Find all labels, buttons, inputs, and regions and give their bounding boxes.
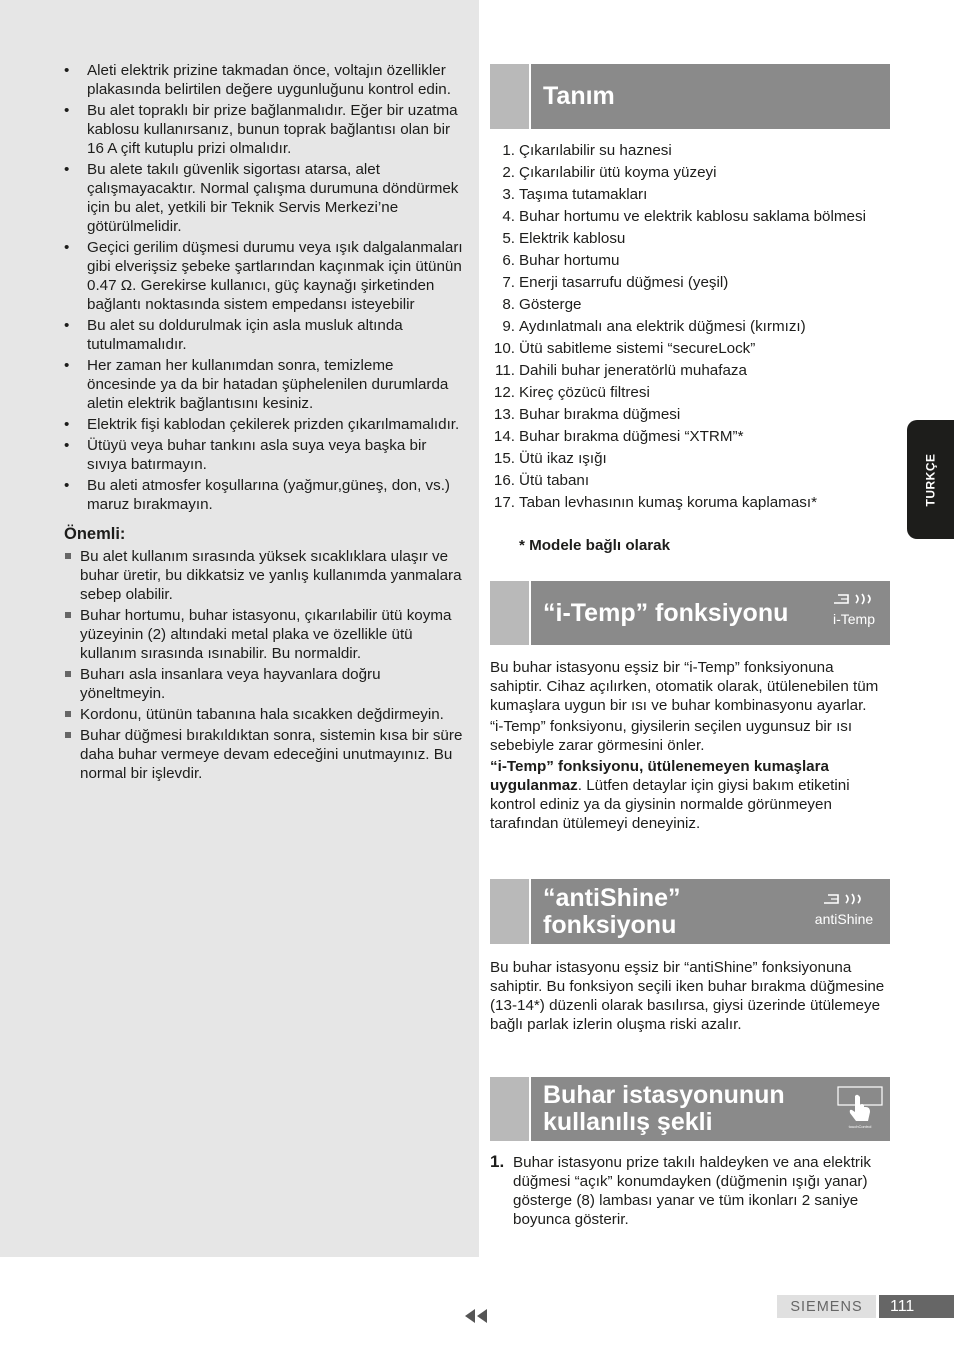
list-item: Bu alet kullanım sırasında yüksek sıcaklıklara ulaşır ve buhar üretir, bu dikkatsiz ve yanlış kullanımda yanmalara sebep olabilir. [64, 547, 464, 604]
icon-label: antiShine [814, 911, 874, 927]
list-item: 8. Gösterge [502, 296, 582, 313]
list-item: • Bu alete takılı güvenlik sigortası atarsa, alet çalışmayacaktır. Normal çalışma durumuna döndürmek için bu alet, yetkili bir Teknik Servis Merkezi’ne götürülmelidir. [64, 160, 464, 236]
step-text: Buhar istasyonu prize takılı haldeyken ve ana elektrik düğmesi “açık” konumdayken (düğmenin ışığı yanar) gösterge (8) lambası yanar ve tüm ikonları 2 saniye boyunca gösterir. [513, 1154, 871, 1228]
antishine-text [490, 958, 890, 1036]
header-marker [490, 64, 531, 129]
list-item: • Ütüyü veya buhar tankını asla suya veya başka bir sıvıya batırmayın. [64, 436, 464, 474]
list-item: 1. Çıkarılabilir su haznesi [502, 142, 672, 159]
list-item: • Bu aleti atmosfer koşullarına (yağmur,güneş, don, vs.) maruz bırakmayın. [64, 476, 464, 514]
list-item: • Elektrik fişi kablodan çekilerek prizden çıkarılmamalıdır. [64, 415, 464, 434]
section-title: “i-Temp” fonksiyonu [543, 598, 789, 627]
hand-touch-icon [837, 1086, 883, 1130]
language-tab [907, 420, 954, 539]
section-title: Tanım [543, 82, 615, 110]
section-header-tanim [490, 64, 890, 129]
back-arrows-icon[interactable] [465, 1309, 487, 1323]
page-number: 111 [879, 1295, 954, 1318]
usage-step-1 [490, 1153, 890, 1229]
header-marker [490, 879, 531, 944]
list-item: 10. Ütü sabitleme sistemi “secureLock” [493, 340, 756, 357]
section-title: “antiShine” fonksiyonu [543, 883, 681, 939]
list-item: 15. Ütü ikaz ışığı [493, 450, 607, 467]
section-header-usage [490, 1077, 890, 1141]
header-marker [490, 581, 531, 645]
list-item: 9. Aydınlatmalı ana elektrik düğmesi (kırmızı) [502, 318, 806, 335]
language-tab-label: TURKÇE [923, 453, 938, 506]
model-note: * Modele bağlı olarak [519, 537, 671, 554]
list-item: • Geçici gerilim düşmesi durumu veya ışık dalgalanmaları gibi elverişsiz şebeke şartlarından kaçınmak için ütünün 0.47 Ω. Gerekirse kullanıcı, güç kaynağı şirketinden bağlantı noktasında sistem empedansı isteyebilir [64, 238, 464, 314]
list-item: • Aleti elektrik prizine takmadan önce, voltajın özellikler plakasında belirtilen değere uygunluğunu kontrol edin. [64, 61, 464, 99]
iron-steam-icon [822, 891, 866, 909]
step-number: 1. [490, 1152, 505, 1171]
section-header-itemp [490, 581, 890, 645]
antishine-icon [804, 891, 884, 927]
list-item: Kordonu, ütünün tabanına hala sıcakken değdirmeyin. [64, 705, 464, 724]
section-header-antishine [490, 879, 890, 944]
list-item: Buhar hortumu, buhar istasyonu, çıkarılabilir ütü koyma yüzeyinin (2) altındaki metal plaka ve özellikle ütü kullanım sırasında ısınabilir. Bu normaldir. [64, 606, 464, 663]
list-item: • Bu alet topraklı bir prize bağlanmalıdır. Eğer bir uzatma kablosu kullanırsanız, bunun toprak bağlantısı olan bir 16 A çift kutuplu prizi olmalıdır. [64, 101, 464, 158]
list-item: Buhar düğmesi bırakıldıktan sonra, sistemin kısa bir süre daha buhar vermeye devam edeceğini unutmayınız. Bu normal bir işlevdir. [64, 726, 464, 783]
list-item: 7. Enerji tasarrufu düğmesi (yeşil) [502, 274, 729, 291]
paragraph: “i-Temp” fonksiyonu, giysilerin seçilen uygunsuz bir ısı sebebiyle zarar görmesini önler. [490, 718, 853, 754]
paragraph: “i-Temp” fonksiyonu, ütülenemeyen kumaşlara uygulanmaz. Lütfen detaylar için giysi bakım etiketini kontrol ediniz ya da giysinin normalde görünmeyen tarafından ütülemeyi deneyiniz. [490, 758, 850, 832]
list-item: 2. Çıkarılabilir ütü koyma yüzeyi [502, 164, 717, 181]
safety-instructions [64, 61, 464, 785]
list-item: 17. Taban levhasının kumaş koruma kaplaması* [493, 494, 817, 511]
paragraph: Bu buhar istasyonu eşsiz bir “i-Temp” fonksiyonuna sahiptir. Cihaz açılırken, otomatik olarak, ütülenebilen tüm kumaşlara uygun bir ısı ve buhar kombinasyonu ayarlar. [490, 659, 879, 714]
list-item: 12. Kireç çözücü filtresi [493, 384, 650, 401]
itemp-text [490, 658, 890, 835]
paragraph: Bu buhar istasyonu eşsiz bir “antiShine” fonksiyonuna sahiptir. Bu fonksiyon seçili iken buhar bırakma düğmesine (13-14*) düzenli olarak basılırsa, giysi üzerinde ütülemeye bağlı parlak izlerin oluşma riski azalır. [490, 959, 885, 1033]
list-item: • Her zaman her kullanımdan sonra, temizleme öncesinde ya da bir hatadan şüphelenilen durumlarda aletin elektrik bağlantısını kesiniz. [64, 356, 464, 413]
list-item: Buharı asla insanlara veya hayvanlara doğru yöneltmeyin. [64, 665, 464, 703]
list-item: 5. Elektrik kablosu [502, 230, 626, 247]
list-item: 6. Buhar hortumu [502, 252, 620, 269]
icon-label: i-Temp [832, 611, 875, 627]
safety-bullet-list [64, 61, 464, 514]
parts-list [490, 141, 890, 515]
list-item: 13. Buhar bırakma düğmesi [493, 406, 681, 423]
important-heading: Önemli: [64, 525, 126, 543]
iron-steam-icon [832, 591, 876, 609]
arrow-left-icon [477, 1309, 487, 1323]
header-marker [490, 1077, 531, 1141]
section-title: Buhar istasyonunun kullanılış şekli [543, 1081, 785, 1136]
brand-label: SIEMENS [777, 1295, 876, 1318]
list-item: 3. Taşıma tutamakları [502, 186, 648, 203]
touch-control-icon [836, 1086, 884, 1133]
list-item: 16. Ütü tabanı [493, 472, 590, 489]
svg-text:touchControl: touchControl [848, 1124, 872, 1129]
arrow-left-icon [465, 1309, 475, 1323]
list-item: • Bu alet su doldurulmak için asla musluk altında tutulmamalıdır. [64, 316, 464, 354]
important-list [64, 547, 464, 783]
list-item: 4. Buhar hortumu ve elektrik kablosu saklama bölmesi [502, 208, 866, 225]
list-item: 11. Dahili buhar jeneratörlü muhafaza [495, 362, 747, 379]
list-item: 14. Buhar bırakma düğmesi “XTRM”* [493, 428, 744, 445]
itemp-icon [824, 591, 884, 627]
